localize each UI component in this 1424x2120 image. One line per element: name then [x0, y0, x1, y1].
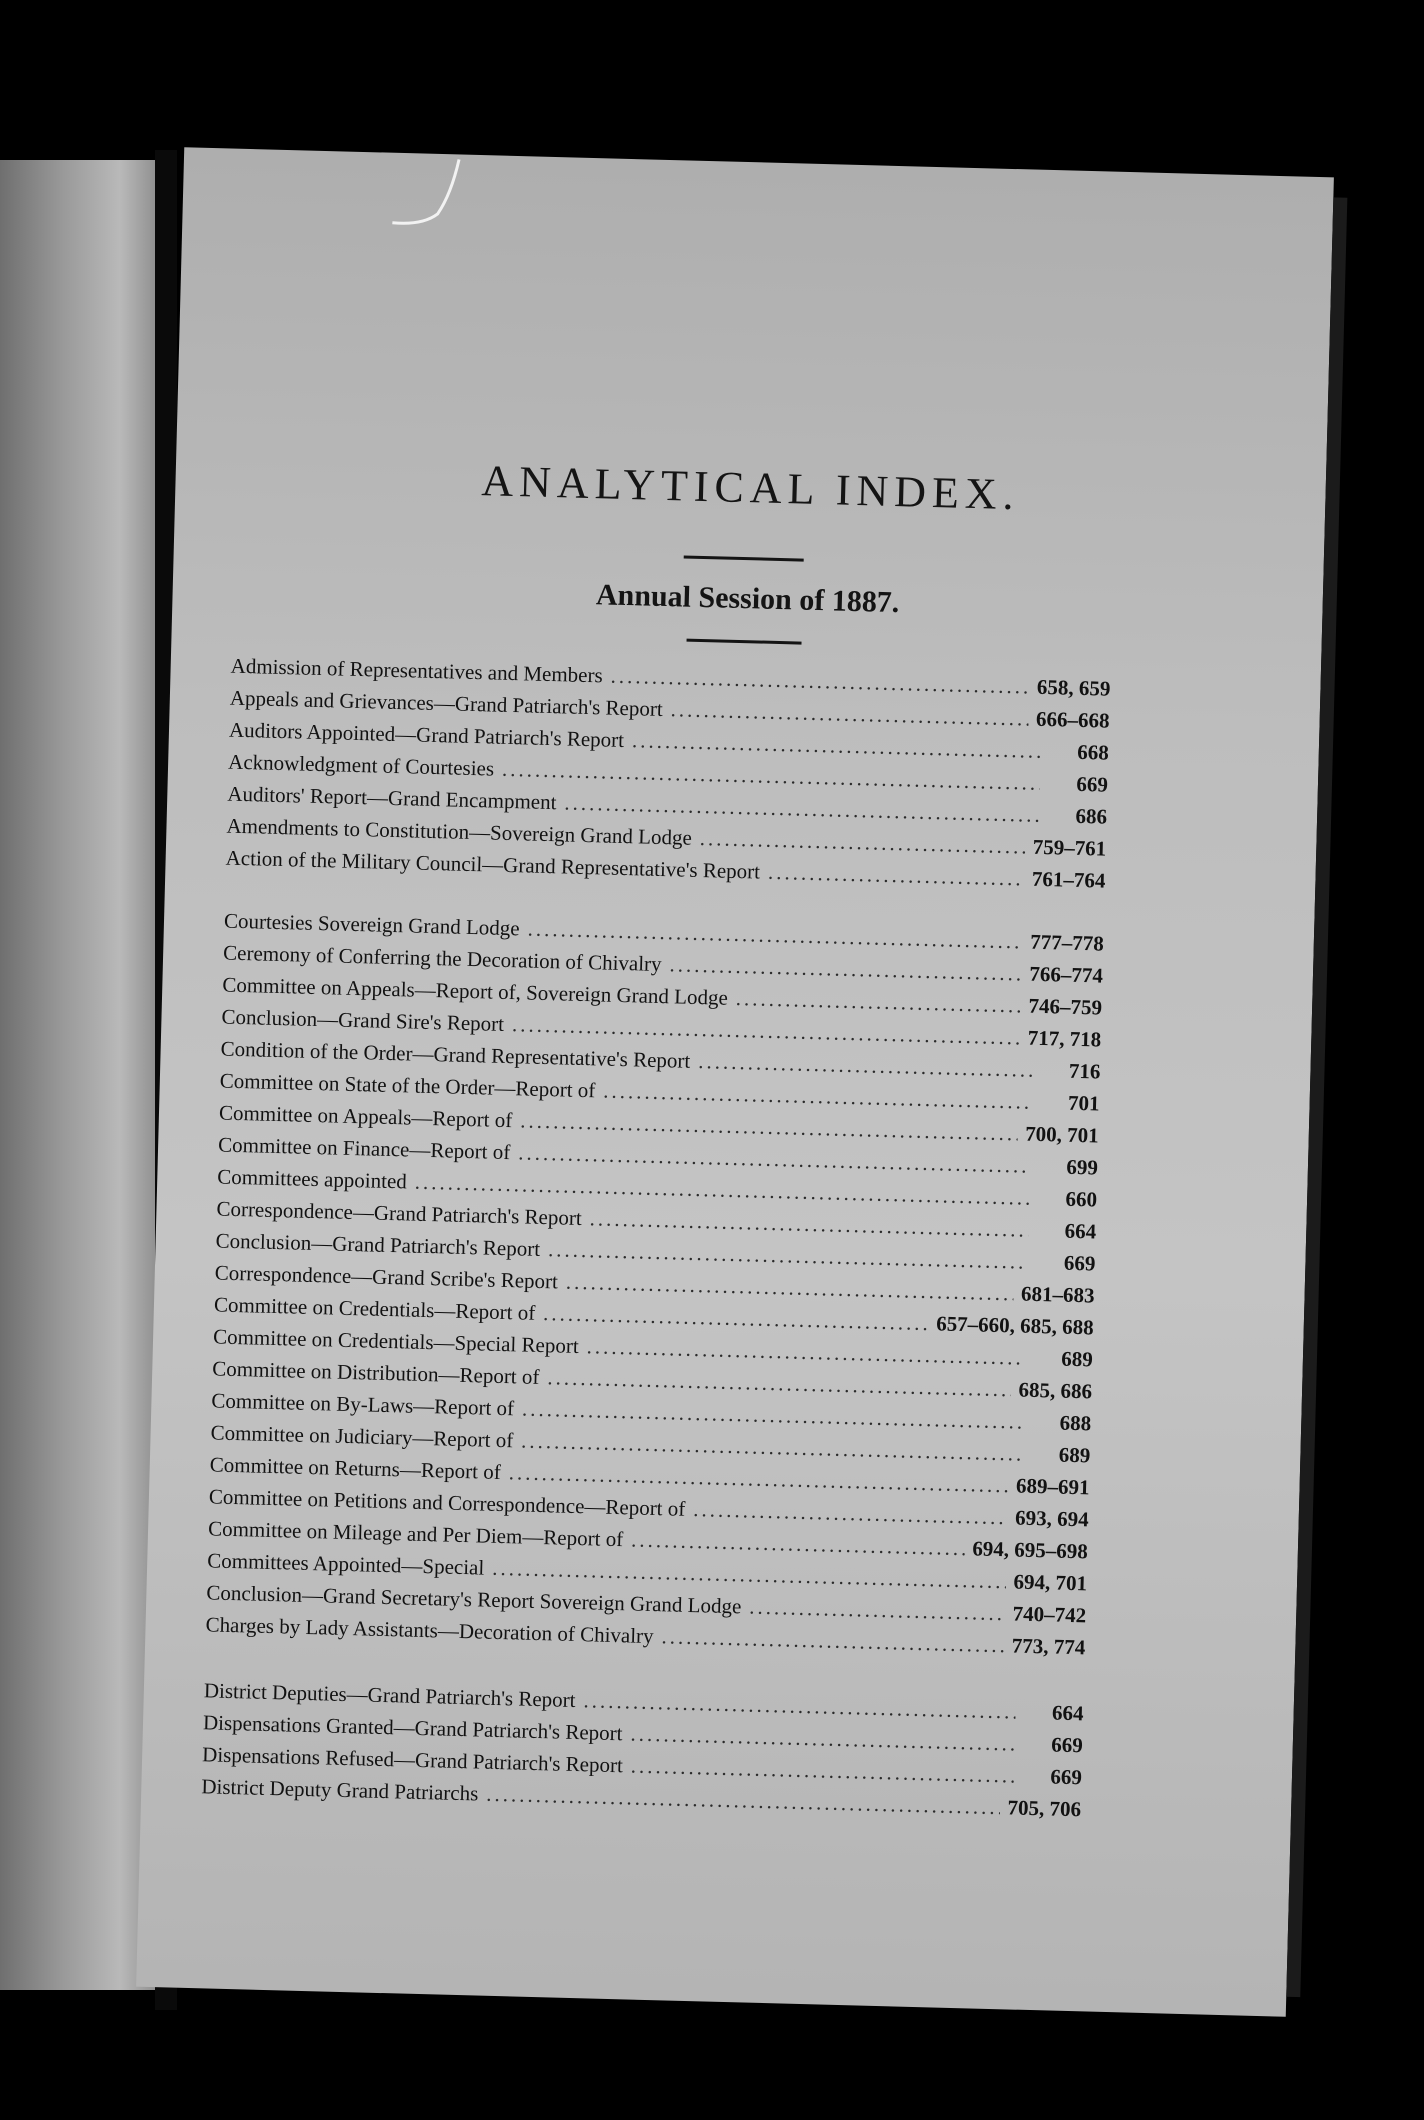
index-entry: District Deputy Grand Patriarchs ..... 705, 706 — [201, 1774, 1082, 1829]
index-section-d — [201, 1678, 1084, 1829]
index-entry: Acknowledgment of Courtesies ..... 669 — [228, 750, 1109, 805]
facing-page — [0, 160, 160, 1990]
title-rule — [684, 555, 804, 561]
index-entry: Correspondence—Grand Scribe's Report ..... 681–683 — [214, 1260, 1095, 1315]
index-entry: Committee on Returns—Report of ..... 689–691 — [209, 1452, 1090, 1507]
index-entry: Conclusion—Grand Secretary's Report Sovereign Grand Lodge ..... 740–742 — [206, 1580, 1087, 1635]
index-entry: Conclusion—Grand Sire's Report ..... 717, 718 — [221, 1005, 1102, 1060]
page-title: ANALYTICAL INDEX. — [480, 456, 1021, 520]
page-subtitle: Annual Session of 1887. — [595, 578, 900, 620]
index-section-c — [205, 909, 1104, 1668]
index-entry: Committees appointed ..... 660 — [217, 1164, 1098, 1219]
index-entry: Committee on State of the Order—Report of ..... 701 — [219, 1069, 1100, 1124]
index-entry: Committee on Credentials—Special Report ..... 689 — [213, 1324, 1094, 1379]
index-entry: Committee on Petitions and Correspondence—Report of ..... 693, 694 — [208, 1484, 1089, 1539]
index-entry: Admission of Representatives and Members ..... 658, 659 — [230, 654, 1111, 709]
index-entry: Amendments to Constitution—Sovereign Grand Lodge ..... 759–761 — [226, 814, 1107, 869]
subtitle-rule — [687, 639, 802, 645]
index-entry: Charges by Lady Assistants—Decoration of Chivalry ..... 773, 774 — [205, 1612, 1086, 1667]
index-entry: Conclusion—Grand Patriarch's Report ..... 669 — [215, 1228, 1096, 1283]
index-entry: Condition of the Order—Grand Representative's Report ..... 716 — [220, 1037, 1101, 1092]
index-entry: Committees Appointed—Special ..... 694, 701 — [207, 1548, 1088, 1603]
pencil-mark-icon — [382, 152, 474, 234]
index-entry: Committee on Appeals—Report of, Sovereign Grand Lodge ..... 746–759 — [222, 973, 1103, 1028]
index-entry: Correspondence—Grand Patriarch's Report ..... 664 — [216, 1196, 1097, 1251]
index-entry: Committee on By-Laws—Report of ..... 688 — [211, 1388, 1092, 1443]
index-entry: Auditors' Report—Grand Encampment ..... 686 — [227, 782, 1108, 837]
index-entry: Committee on Mileage and Per Diem—Report of ..... 694, 695–698 — [208, 1516, 1089, 1571]
index-entry: Dispensations Refused—Grand Patriarch's Report ..... 669 — [202, 1742, 1083, 1797]
index-entry: Committee on Distribution—Report of ..... 685, 686 — [212, 1356, 1093, 1411]
index-entry: Committee on Finance—Report of ..... 699 — [218, 1132, 1099, 1187]
index-page — [136, 147, 1334, 2016]
page-edge — [1286, 197, 1347, 1997]
index-entry: Appeals and Grievances—Grand Patriarch's Report ..... 666–668 — [229, 686, 1110, 741]
index-entry: Committee on Judiciary—Report of ..... 689 — [210, 1420, 1091, 1475]
index-entry: District Deputies—Grand Patriarch's Report ..... 664 — [203, 1678, 1084, 1733]
index-entry: Committee on Credentials—Report of ..... 657–660, 685, 688 — [213, 1292, 1094, 1347]
index-entry: Courtesies Sovereign Grand Lodge ..... 777–778 — [224, 909, 1105, 964]
index-entry: Auditors Appointed—Grand Patriarch's Report ..... 668 — [229, 718, 1110, 773]
index-entry: Committee on Appeals—Report of ..... 700, 701 — [219, 1101, 1100, 1156]
index-entry: Action of the Military Council—Grand Representative's Report ..... 761–764 — [225, 846, 1106, 901]
index-section-a — [225, 654, 1111, 901]
index-entry: Ceremony of Conferring the Decoration of Chivalry ..... 766–774 — [223, 941, 1104, 996]
index-entry: Dispensations Granted—Grand Patriarch's Report ..... 669 — [203, 1710, 1084, 1765]
